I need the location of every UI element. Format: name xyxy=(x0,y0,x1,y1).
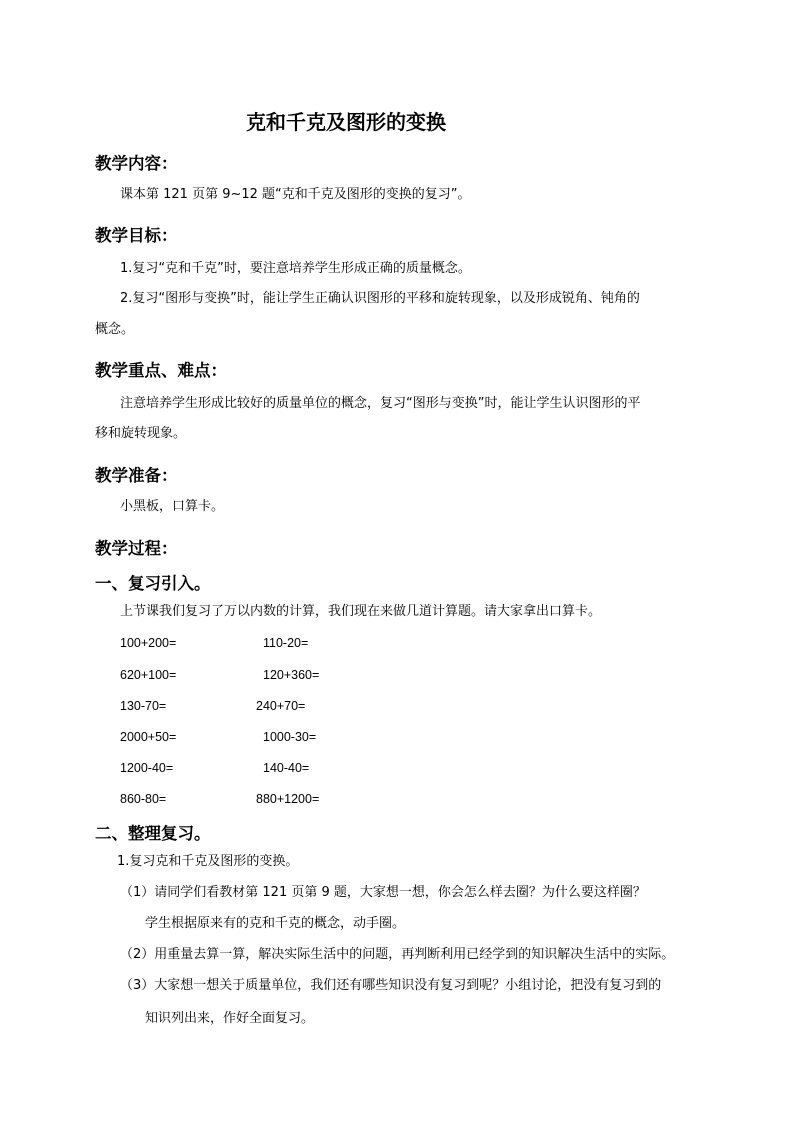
key-points-line-2: 移和旋转现象。 xyxy=(95,426,187,441)
calc-left-1: 100+200= xyxy=(120,636,177,650)
calc-right-2: 120+360= xyxy=(263,668,320,682)
goal-item-2-cont: 概念。 xyxy=(95,322,135,337)
calc-right-3: 240+70= xyxy=(256,699,306,713)
part1-intro: 上节课我们复习了万以内数的计算，我们现在来做几道计算题。请大家拿出口算卡。 xyxy=(120,604,602,619)
heading-key-points: 教学重点、难点： xyxy=(95,361,227,380)
calc-right-4: 1000-30= xyxy=(263,730,317,744)
part2-line-5: （3）大家想一想关于质量单位，我们还有哪些知识没有复习到呢？小组讨论，把没有复习到的 xyxy=(120,978,662,993)
content-text: 课本第 121 页第 9~12 题“克和千克及图形的变换的复习”。 xyxy=(120,187,471,202)
calc-left-3: 130-70= xyxy=(120,699,167,713)
heading-prep: 教学准备： xyxy=(95,466,178,485)
heading-part1: 一、复习引入。 xyxy=(95,574,211,593)
calc-left-6: 860-80= xyxy=(120,792,167,806)
part2-line-4: （2）用重量去算一算，解决实际生活中的问题，再判断利用已经学到的知识解决生活中的实际。 xyxy=(120,947,675,962)
page-title: 克和千克及图形的变换 xyxy=(246,110,446,134)
prep-text: 小黑板，口算卡。 xyxy=(120,499,225,514)
goal-item-2: 2.复习“图形与变换”时，能让学生正确认识图形的平移和旋转现象，以及形成锐角、钝角的 xyxy=(120,291,640,306)
heading-content: 教学内容： xyxy=(95,154,178,173)
calc-right-6: 880+1200= xyxy=(256,792,320,806)
part2-line-2: （1）请同学们看教材第 121 页第 9 题，大家想一想，你会怎么样去圈？为什么要这样圈？ xyxy=(120,885,646,900)
part2-line-3: 学生根据原来有的克和千克的概念，动手圈。 xyxy=(145,916,406,931)
heading-part2: 二、整理复习。 xyxy=(95,824,211,843)
part2-line-1: 1.复习克和千克及图形的变换。 xyxy=(117,854,299,869)
part2-line-6: 知识列出来，作好全面复习。 xyxy=(145,1011,315,1026)
calc-right-1: 110-20= xyxy=(263,636,309,650)
key-points-line-1: 注意培养学生形成比较好的质量单位的概念，复习“图形与变换”时，能让学生认识图形的平 xyxy=(120,396,641,411)
heading-process: 教学过程： xyxy=(95,539,178,558)
calc-right-5: 140-40= xyxy=(263,761,310,775)
calc-left-5: 1200-40= xyxy=(120,761,174,775)
goal-item-1: 1.复习“克和千克”时，要注意培养学生形成正确的质量概念。 xyxy=(120,261,471,276)
calc-left-4: 2000+50= xyxy=(120,730,177,744)
heading-goals: 教学目标： xyxy=(95,226,178,245)
calc-left-2: 620+100= xyxy=(120,668,177,682)
